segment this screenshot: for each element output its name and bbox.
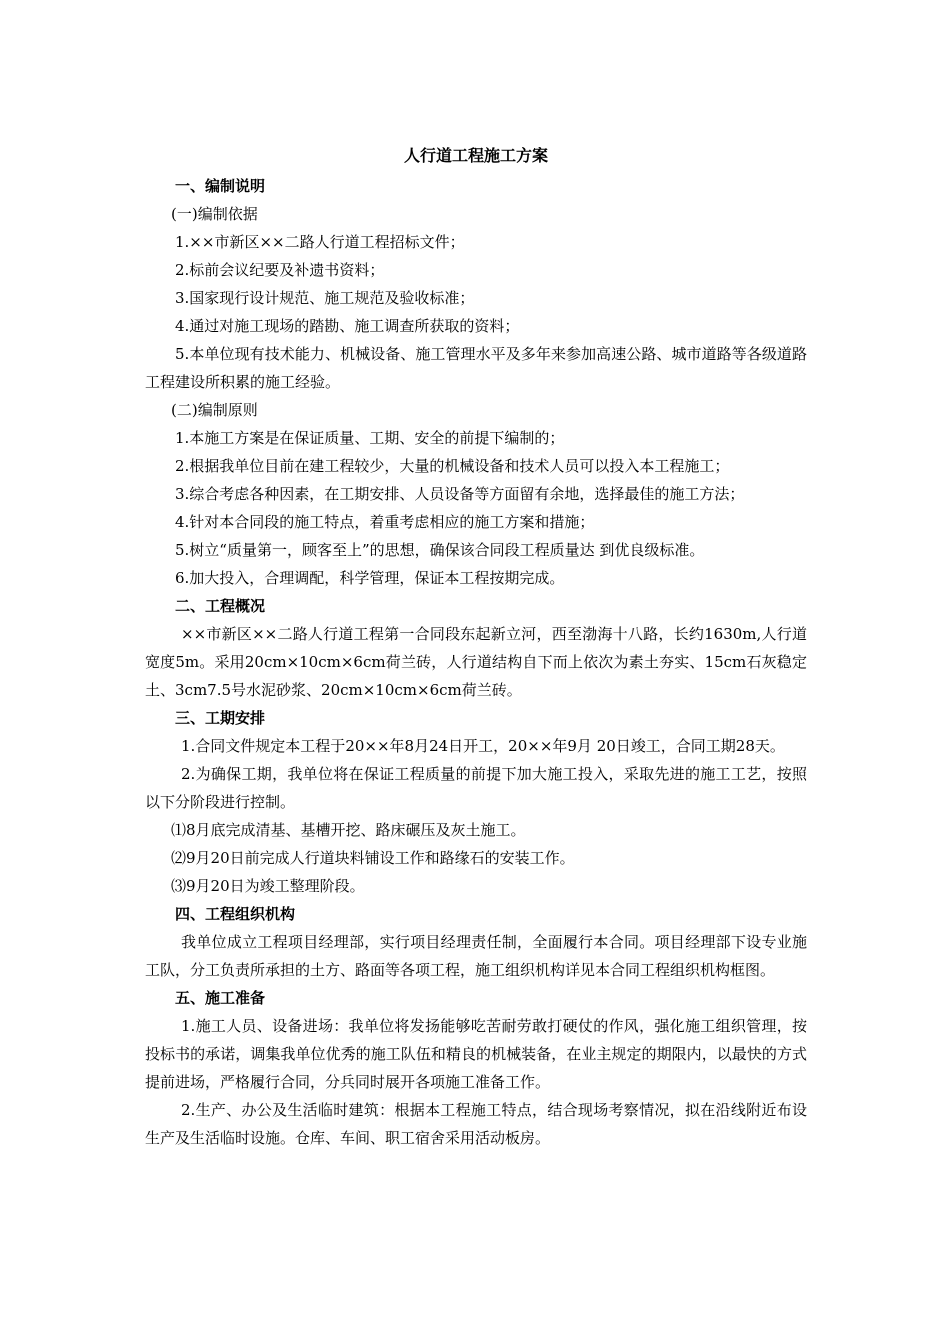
list-item: 4.针对本合同段的施工特点，着重考虑相应的施工方案和措施； bbox=[175, 513, 595, 531]
list-item: 2.根据我单位目前在建工程较少，大量的机械设备和技术人员可以投入本工程施工； bbox=[175, 457, 730, 475]
list-item: 6.加大投入，合理调配，科学管理，保证本工程按期完成。 bbox=[175, 569, 565, 587]
section-heading-4: 四、工程组织机构 bbox=[175, 905, 296, 923]
page-title: 人行道工程施工方案 bbox=[403, 146, 548, 165]
phase-item: ⑴8月底完成清基、基槽开挖、路床碾压及灰土施工。 bbox=[171, 821, 526, 839]
preparation-paragraph-2: 2.生产、办公及生活临时建筑：根据本工程施工特点，结合现场考察情况，拟在沿线附近布设生产及生活临时设施。仓库、车间、职工宿舍采用活动板房。 bbox=[145, 1101, 807, 1147]
list-item: 2.标前会议纪要及补遗书资料； bbox=[175, 261, 385, 279]
list-item: 1.本施工方案是在保证质量、工期、安全的前提下编制的； bbox=[175, 429, 565, 447]
list-item: 3.综合考虑各种因素，在工期安排、人员设备等方面留有余地，选择最佳的施工方法； bbox=[175, 485, 745, 503]
overview-paragraph: ××市新区××二路人行道工程第一合同段东起新立河，西至渤海十八路，长约1630m,人行道宽度5m。采用20cm×10cm×6cm荷兰砖，人行道结构自下而上依次为素土夯实、15cm石灰稳定土、3cm7.5号水泥砂浆、20cm×10cm×6cm荷兰砖。 bbox=[145, 625, 807, 699]
list-item: 1.××市新区××二路人行道工程招标文件； bbox=[175, 233, 465, 251]
section-heading-1: 一、编制说明 bbox=[175, 177, 266, 195]
schedule-paragraph-2: 2.为确保工期，我单位将在保证工程质量的前提下加大施工投入，采取先进的施工工艺，按照以下分阶段进行控制。 bbox=[145, 765, 807, 811]
list-item: 5.本单位现有技术能力、机械设备、施工管理水平及多年来参加高速公路、城市道路等各级道路工程建设所积累的施工经验。 bbox=[145, 345, 807, 391]
organization-paragraph: 我单位成立工程项目经理部，实行项目经理责任制，全面履行本合同。项目经理部下设专业施工队，分工负责所承担的土方、路面等各项工程，施工组织机构详见本合同工程组织机构框图。 bbox=[145, 933, 807, 979]
phase-item: ⑶9月20日为竣工整理阶段。 bbox=[171, 877, 365, 895]
subsection-heading-principles: (二)编制原则 bbox=[171, 401, 258, 419]
list-item: 3.国家现行设计规范、施工规范及验收标准； bbox=[175, 289, 475, 307]
section-heading-3: 三、工期安排 bbox=[175, 709, 266, 727]
section-heading-5: 五、施工准备 bbox=[175, 989, 266, 1007]
document-body bbox=[145, 140, 807, 1152]
list-item: 4.通过对施工现场的踏勘、施工调查所获取的资料； bbox=[175, 317, 520, 335]
preparation-paragraph-1: 1.施工人员、设备进场：我单位将发扬能够吃苦耐劳敢打硬仗的作风，强化施工组织管理，按投标书的承诺，调集我单位优秀的施工队伍和精良的机械装备，在业主规定的期限内，以最快的方式提前进场，严格履行合同，分兵同时展开各项施工准备工作。 bbox=[145, 1017, 807, 1091]
phase-item: ⑵9月20日前完成人行道块料铺设工作和路缘石的安装工作。 bbox=[171, 849, 575, 867]
subsection-heading-basis: (一)编制依据 bbox=[171, 205, 258, 223]
schedule-paragraph-1: 1.合同文件规定本工程于20××年8月24日开工，20××年9月 20日竣工，合同工期28天。 bbox=[181, 737, 785, 755]
list-item: 5.树立“质量第一，顾客至上”的思想，确保该合同段工程质量达 到优良级标准。 bbox=[175, 541, 705, 559]
section-heading-2: 二、工程概况 bbox=[175, 597, 266, 615]
